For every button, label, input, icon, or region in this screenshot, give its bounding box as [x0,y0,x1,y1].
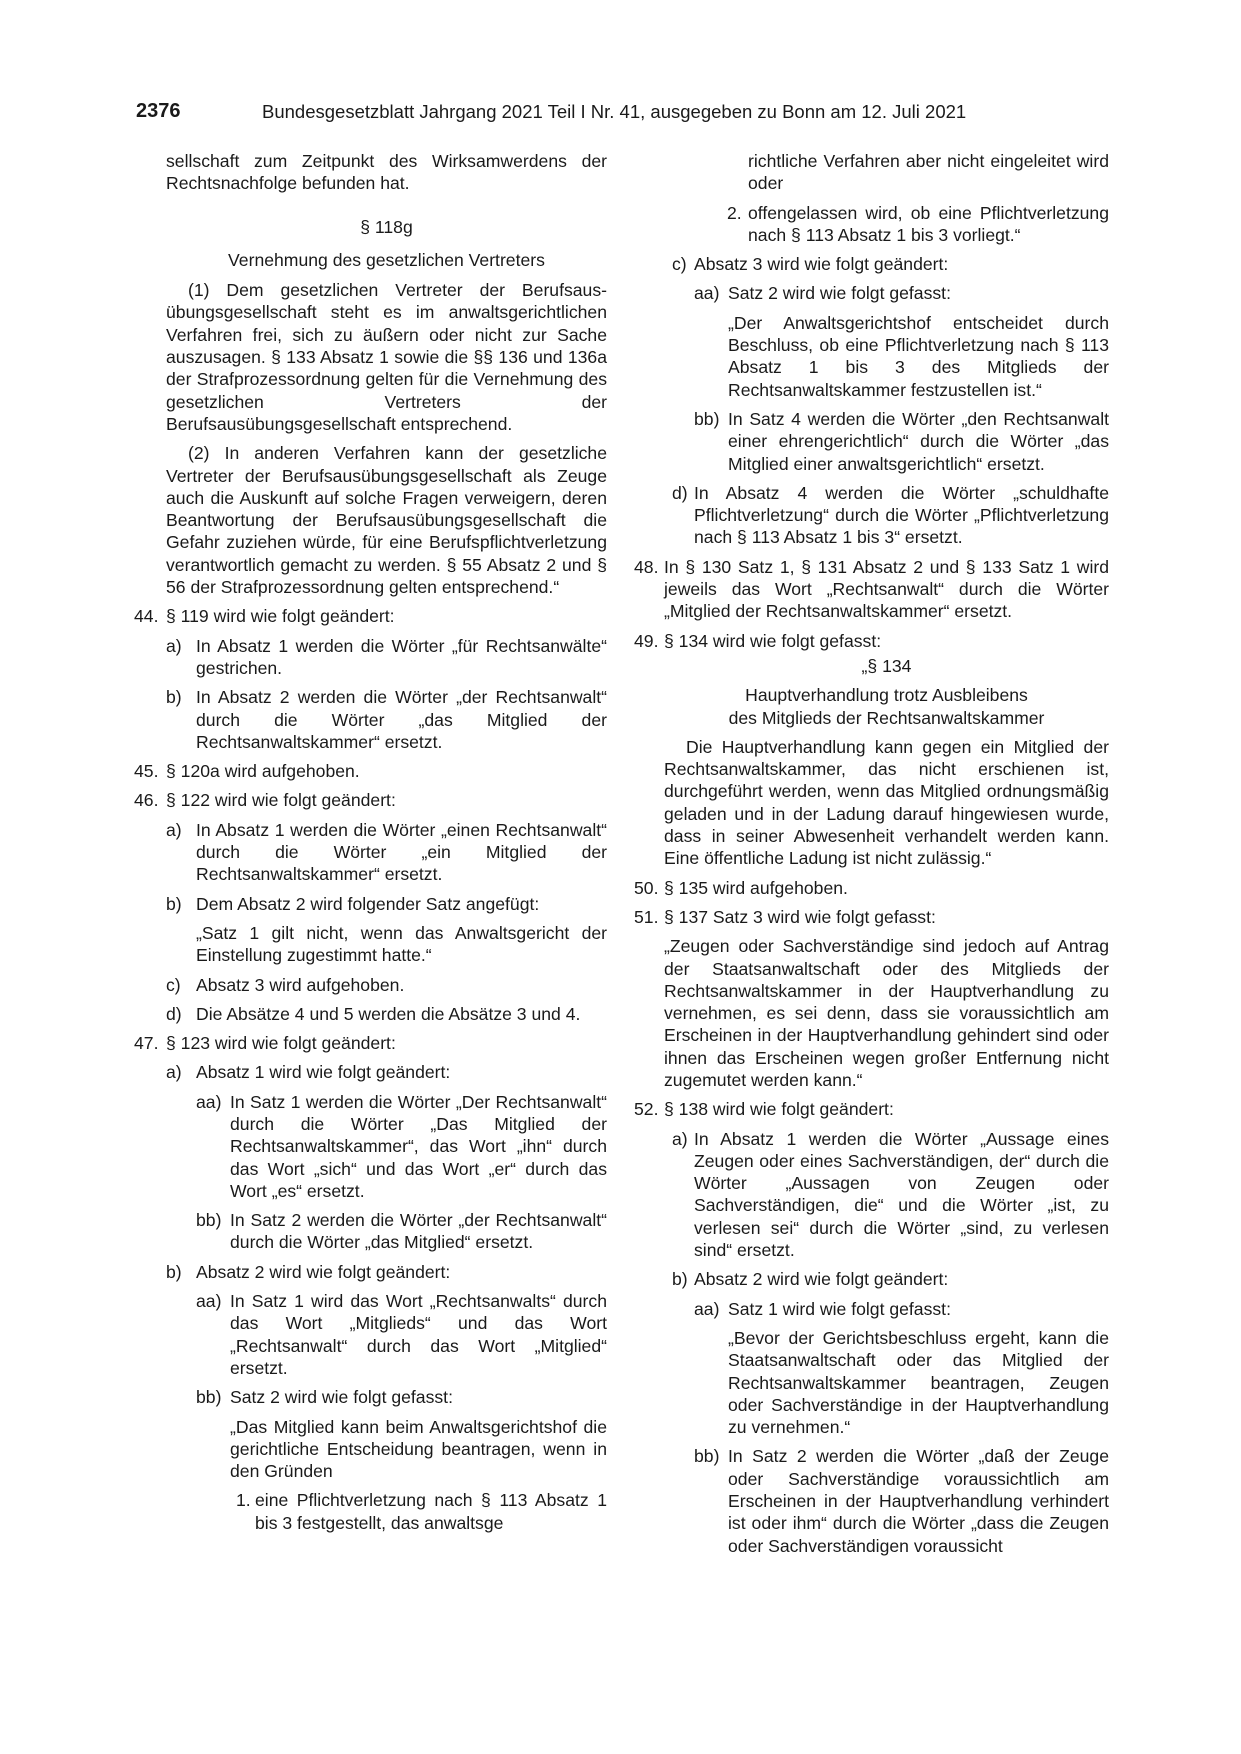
running-head: Bundesgesetzblatt Jahrgang 2021 Teil I Nr. 41, ausgegeben zu Bonn am 12. Juli 2021 [262,101,967,122]
page-number: 2376 [136,100,181,122]
item-46-b-quote: „Satz 1 gilt nicht, wenn das Anwaltsgericht der Einstellung zugestimmt hatte.“ [196,922,607,966]
item-48-text: In § 130 Satz 1, § 131 Absatz 2 und § 133 Satz 1 wird jeweils das Wort „Rechtsanwalt“ durch die Wörter „Mitglied der Rechtsanwaltskammer“ ersetzt. [664,556,1109,622]
item-52-b-aa-quote: „Bevor der Gerichtsbeschluss ergeht, kann die Staatsanwaltschaft oder das Mitglied der Rechtsanwaltskammer beantragen, Zeugen oder Sachverständige in der Hauptverhandlung zu vernehmen.“ [728,1327,1109,1438]
item-47-b-text: Absatz 2 wird wie folgt geändert: [196,1261,451,1282]
item-47-b-bb [166,1386,607,1408]
item-47-d-label: d) [672,482,688,503]
item-47-b-bb-2 [634,202,1109,247]
item-46-label: 46. [134,790,159,811]
item-46-d-text: Die Absätze 4 und 5 werden die Absätze 3 und 4. [196,1003,581,1024]
item-47-a-aa-label: aa) [196,1091,222,1112]
item-47-a-aa-text: In Satz 1 werden die Wörter „Der Rechtsanwalt“ durch die Wörter „Das Mitglied der Rechtsanwaltskammer“, das Wort „ihn“ durch das Wort „sich“ und das Wort „er“ durch das Wort „es“ ersetzt. [230,1091,607,1201]
item-47-c-aa-text: Satz 2 wird wie folgt gefasst: [728,283,951,304]
item-47-b-aa [166,1290,607,1379]
item-46-c-label: c) [166,974,181,995]
item-47-label: 47. [134,1033,159,1054]
item-46-b-text: Dem Absatz 2 wird folgender Satz angefügt: [196,893,540,914]
section-134-title-line-1: Hauptverhandlung trotz Ausbleibens [745,685,1028,706]
section-118g-paragraph-1: (1) Dem gesetzlichen Vertreter der Berufsausübungsgesellschaft steht es im anwaltsgerichtlichen Verfahren frei, sich zu äußern oder nicht zur Sache auszusagen. § 133 Absatz 1 sowie die §§ 136 und 136a der Strafprozessordnung gelten für die Vernehmung des gesetzlichen Vertreters der Berufsausübungsgesellschaft entsprechend. [166,280,607,434]
item-47-b-bb-1 [166,1489,607,1534]
item-47-a-aa [166,1091,607,1202]
item-47-b-bb-label: bb) [196,1387,222,1408]
item-47-b-bb-quote: „Das Mitglied kann beim Anwaltsgerichtshof die gerichtliche Entscheidung beantragen, wenn in den Gründen [230,1416,607,1482]
item-46-d [166,1003,607,1025]
section-118g-title: Vernehmung des gesetzlichen Vertreters [228,249,545,270]
item-47-b-aa-label: aa) [196,1291,222,1312]
item-52-b-bb-label: bb) [694,1446,720,1467]
item-46-d-label: d) [166,1003,182,1024]
item-52-b-aa-label: aa) [694,1298,720,1319]
item-47-b [166,1261,607,1283]
item-47-d-text: In Absatz 4 werden die Wörter „schuldhafte Pflichtverletzung“ durch die Wörter „Pflichtverletzung nach § 113 Absatz 1 bis 3“ ersetzt. [694,482,1109,548]
item-52-b [634,1268,1109,1290]
item-51-label: 51. [634,906,659,927]
item-44 [134,605,607,627]
section-134-body: Die Hauptverhandlung kann gegen ein Mitglied der Rechtsanwaltskammer, das nicht erschienen ist, durchgeführt werden, wenn das Mitglied ordnungsmäßig geladen und in der Ladung darauf hingewiesen wurde, dass in seiner Abwesenheit verhandelt werden kann. Eine öffentliche Ladung ist nicht zulässig.“ [664,736,1109,869]
item-44-a [166,635,607,680]
item-52-b-aa [634,1298,1109,1320]
item-47-a-label: a) [166,1062,182,1083]
item-47-b-aa-text: In Satz 1 wird das Wort „Rechtsanwalts“ durch das Wort „Mitglieds“ und das Wort „Rechtsanwalt“ durch das Wort „Mitglied“ ersetzt. [230,1291,607,1378]
item-47-c-bb [634,408,1109,475]
item-51 [634,906,1109,928]
item-52-b-bb [634,1445,1109,1556]
item-49-label: 49. [634,630,659,651]
section-118g-number: § 118g [360,216,413,237]
item-46-c [166,974,607,996]
item-47-a-text: Absatz 1 wird wie folgt geändert: [196,1062,451,1083]
item-44-text: § 119 wird wie folgt geändert: [166,606,395,627]
item-44-b-label: b) [166,687,182,708]
item-52-b-aa-text: Satz 1 wird wie folgt gefasst: [728,1298,951,1319]
item-47-c-text: Absatz 3 wird wie folgt geändert: [694,254,949,275]
item-48 [634,556,1109,623]
item-46 [134,789,607,811]
item-44-a-label: a) [166,635,182,656]
item-47-c-bb-text: In Satz 4 werden die Wörter „den Rechtsanwalt einer ehrengerichtlich“ durch die Wörter „das Mitglied einer anwaltsgerichtlich“ ersetzt. [728,408,1109,474]
item-46-a-text: In Absatz 1 werden die Wörter „einen Rechtsanwalt“ durch die Wörter „ein Mitglied der Rechtsanwaltskammer“ ersetzt. [196,819,607,885]
left-column [134,150,607,1534]
item-46-text: § 122 wird wie folgt geändert: [166,790,396,811]
item-46-b [166,893,607,915]
item-51-text: § 137 Satz 3 wird wie folgt gefasst: [664,906,936,927]
item-52-label: 52. [634,1099,659,1120]
item-47-c-aa-quote: „Der Anwaltsgerichtshof entscheidet durch Beschluss, ob eine Pflichtverletzung nach § 113 Absatz 1 bis 3 des Mitglieds der Rechtsanwaltskammer festzustellen ist.“ [728,312,1109,400]
item-47-text: § 123 wird wie folgt geändert: [166,1033,396,1054]
item-47-c-label: c) [672,254,687,275]
item-52-b-bb-text: In Satz 2 werden die Wörter „daß der Zeuge oder Sachverständige voraussichtlich am Erscheinen in der Hauptverhandlung verhindert ist oder ihm“ durch die Wörter „dass die Zeugen oder Sachverständigen voraussicht [728,1446,1109,1556]
item-44-label: 44. [134,606,159,627]
item-46-c-text: Absatz 3 wird aufgehoben. [196,974,405,995]
item-47-c-aa-label: aa) [694,283,720,304]
item-47-c-bb-label: bb) [694,408,720,429]
item-50-label: 50. [634,877,659,898]
item-47-a [166,1061,607,1083]
section-134-number: „§ 134 [861,655,912,676]
item-44-b-text: In Absatz 2 werden die Wörter „der Rechtsanwalt“ durch die Wörter „das Mitglied der Rechtsanwaltskammer“ ersetzt. [196,687,607,752]
item-46-a-label: a) [166,819,182,840]
item-47-b-bb-2-label: 2. [727,202,742,223]
item-52-text: § 138 wird wie folgt geändert: [664,1099,894,1120]
item-45-label: 45. [134,761,159,782]
item-52-b-text: Absatz 2 wird wie folgt geändert: [694,1269,949,1290]
section-134-title-line-2: des Mitglieds der Rechtsanwaltskammer [728,707,1045,728]
item-47-b-bb-1-label: 1. [236,1490,251,1511]
intro-paragraph: sellschaft zum Zeitpunkt des Wirksamwerdens der Rechtsnachfolge befunden hat. [166,151,607,194]
item-48-label: 48. [634,556,659,577]
item-52 [634,1098,1109,1120]
continued-text: richtliche Verfahren aber nicht eingeleitet wird oder [748,151,1109,194]
item-52-b-label: b) [672,1269,688,1290]
item-47-b-bb-1-text: eine Pflichtverletzung nach § 113 Absatz 1 bis 3 festgestellt, das anwaltsge [255,1490,607,1533]
item-47-c [634,253,1109,275]
right-column [634,150,1109,1557]
item-49-text: § 134 wird wie folgt gefasst: [664,630,882,651]
item-46-b-label: b) [166,893,182,914]
item-52-a-text: In Absatz 1 werden die Wörter „Aussage eines Zeugen oder eines Sachverständigen, der“ durch die Wörter „Aussagen von Zeugen oder Sachverständigen, die“ und die Wörter „ist, zu verlesen sei“ durch die Wörter „sind, zu verlesen sind“ ersetzt. [694,1128,1109,1261]
item-47-c-aa [634,282,1109,304]
item-46-a [166,819,607,886]
item-47-a-bb-text: In Satz 2 werden die Wörter „der Rechtsanwalt“ durch die Wörter „das Mitglied“ ersetzt. [230,1210,607,1253]
item-44-b [166,686,607,753]
item-52-a-label: a) [672,1128,688,1149]
item-51-quote: „Zeugen oder Sachverständige sind jedoch auf Antrag der Staatsanwaltschaft oder des Mitglieds der Rechtsanwaltskammer in der Hauptverhandlung zu vernehmen, es sei denn, dass sie voraussichtlich am Erscheinen in der Hauptverhandlung gehindert sind oder ihnen das Erscheinen wegen großer Entfernung nicht zugemutet werden kann.“ [664,936,1109,1090]
item-49 [634,630,1109,652]
section-118g-paragraph-2: (2) In anderen Verfahren kann der gesetzliche Vertreter der Berufsausübungsgesellschaft als Zeuge auch die Auskunft auf solche Fragen verweigern, deren Beantwortung der Berufsausübungsgesellschaft die Gefahr zuziehen würde, für eine Berufspflichtverletzung verantwortlich gemacht zu werden. § 55 Absatz 2 und § 56 der Strafprozessordnung gelten entsprechend.“ [166,443,607,598]
item-44-a-text: In Absatz 1 werden die Wörter „für Rechtsanwälte“ gestrichen. [196,635,607,678]
item-50 [634,877,1109,899]
item-47-b-label: b) [166,1261,182,1282]
item-47-a-bb [166,1209,607,1254]
item-45 [134,760,607,782]
item-45-text: § 120a wird aufgehoben. [166,761,360,782]
item-47-b-bb-text: Satz 2 wird wie folgt gefasst: [230,1387,453,1408]
item-52-a [634,1128,1109,1262]
item-47-a-bb-label: bb) [196,1210,222,1231]
item-47-b-bb-2-text: offengelassen wird, ob eine Pflichtverletzung nach § 113 Absatz 1 bis 3 vorliegt.“ [748,202,1109,245]
item-47 [134,1032,607,1054]
item-47-d [634,482,1109,549]
item-50-text: § 135 wird aufgehoben. [664,877,848,898]
